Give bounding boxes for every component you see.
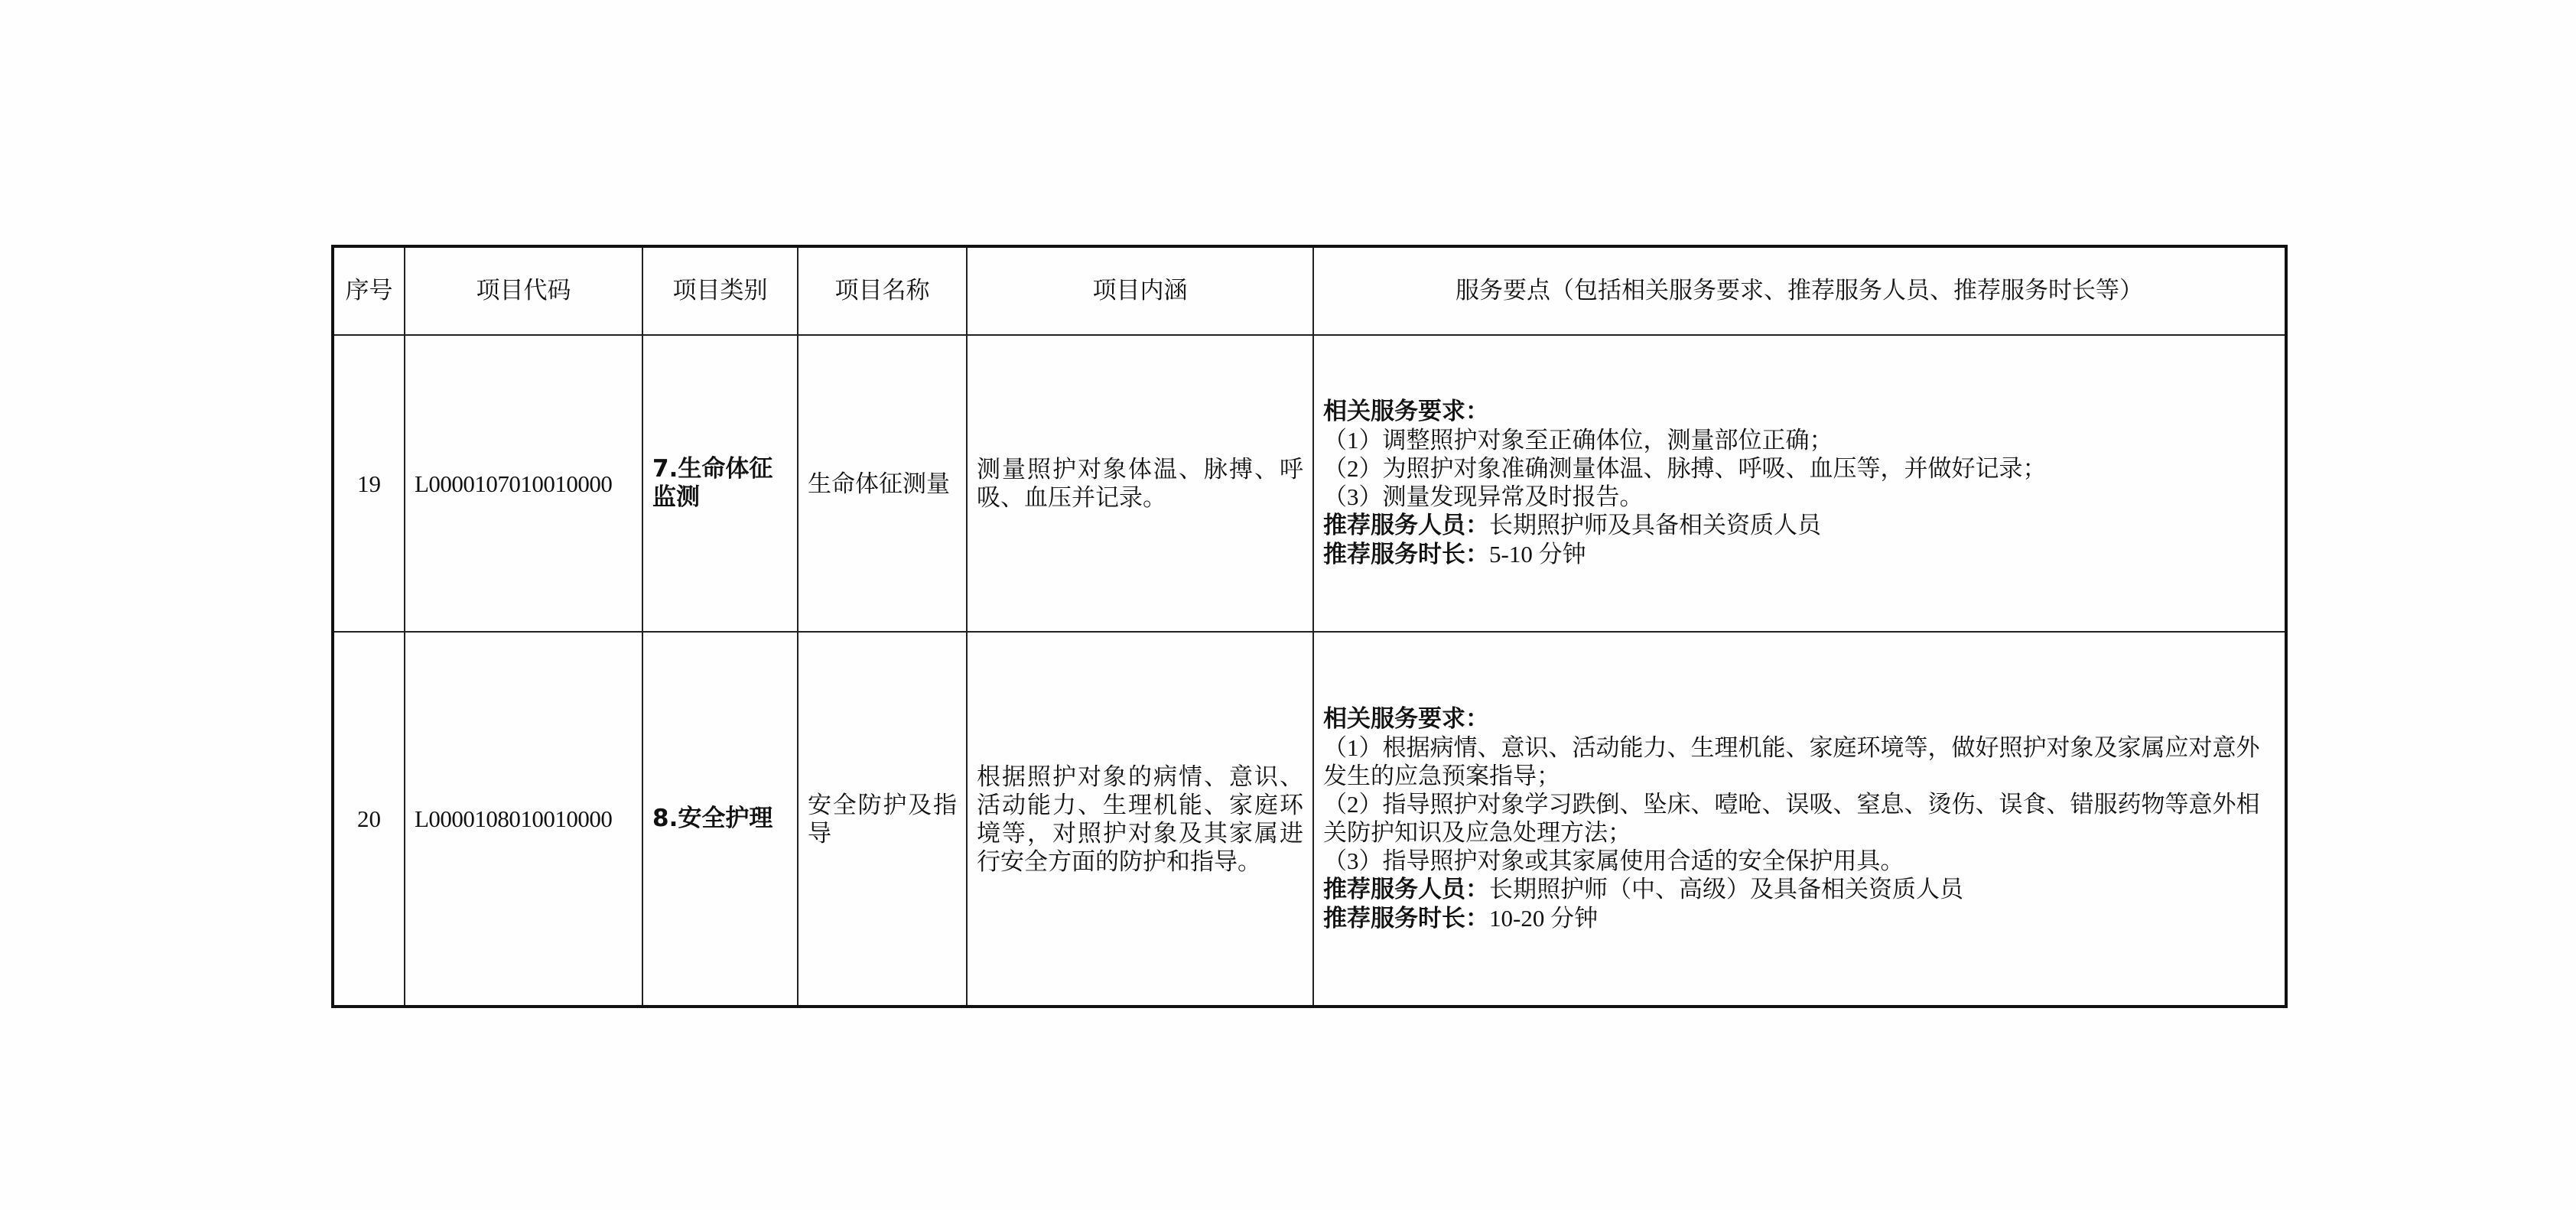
cell-category: 7.生命体征监测 [642, 335, 798, 632]
cell-code: L0000107010010000 [405, 335, 642, 632]
header-category: 项目类别 [642, 246, 798, 335]
staff-value: 长期照护师及具备相关资质人员 [1489, 512, 1821, 538]
cell-service-points [1313, 632, 2286, 1007]
cell-description: 测量照护对象体温、脉搏、呼吸、血压并记录。 [967, 335, 1313, 632]
staff-line [1323, 511, 2275, 540]
table-row [333, 335, 2286, 632]
header-code: 项目代码 [405, 246, 642, 335]
staff-line [1323, 875, 2275, 904]
table-header-row [333, 246, 2286, 335]
staff-value: 长期照护师（中、高级）及具备相关资质人员 [1489, 875, 1963, 903]
cell-description: 根据照护对象的病情、意识、活动能力、生理机能、家庭环境等，对照护对象及其家属进行安全方面的防护和指导。 [967, 632, 1313, 1007]
cell-no: 20 [333, 632, 405, 1007]
requirement-item: （1）调整照护对象至正确体位，测量部位正确； [1323, 427, 1833, 454]
cell-code: L0000108010010000 [405, 632, 642, 1007]
header-no: 序号 [333, 246, 405, 335]
requirement-item: （2）指导照护对象学习跌倒、坠床、噎呛、误吸、窒息、烫伤、误食、错服药物等意外相关防护知识及应急处理方法； [1323, 790, 2260, 846]
requirement-item: （3）指导照护对象或其家属使用合适的安全保护用具。 [1323, 847, 1904, 874]
cell-service-points [1313, 335, 2286, 632]
header-name: 项目名称 [798, 246, 967, 335]
cell-category: 8.安全护理 [642, 632, 798, 1007]
requirements-label: 相关服务要求： [1323, 704, 1489, 733]
staff-label: 推荐服务人员： [1323, 875, 1489, 903]
duration-value: 5-10 分钟 [1489, 541, 1586, 568]
header-description: 项目内涵 [967, 246, 1313, 335]
duration-label: 推荐服务时长： [1323, 904, 1489, 932]
requirements-label: 相关服务要求： [1323, 398, 1489, 425]
duration-label: 推荐服务时长： [1323, 541, 1489, 568]
requirement-item: （3）测量发现异常及时报告。 [1323, 483, 1644, 510]
table-row [333, 632, 2286, 1007]
service-items-table [331, 245, 2288, 1008]
cell-name: 安全防护及指导 [798, 632, 967, 1007]
requirement-item: （2）为照护对象准确测量体温、脉搏、呼吸、血压等，并做好记录； [1323, 455, 2047, 482]
cell-name: 生命体征测量 [798, 335, 967, 632]
staff-label: 推荐服务人员： [1323, 512, 1489, 539]
duration-value: 10-20 分钟 [1489, 904, 1599, 932]
duration-line [1323, 540, 2275, 569]
cell-no: 19 [333, 335, 405, 632]
header-service-points: 服务要点（包括相关服务要求、推荐服务人员、推荐服务时长等） [1313, 246, 2286, 335]
requirement-item: （1）根据病情、意识、活动能力、生理机能、家庭环境等，做好照护对象及家属应对意外发生的应急预案指导； [1323, 733, 2260, 789]
duration-line [1323, 904, 2275, 933]
